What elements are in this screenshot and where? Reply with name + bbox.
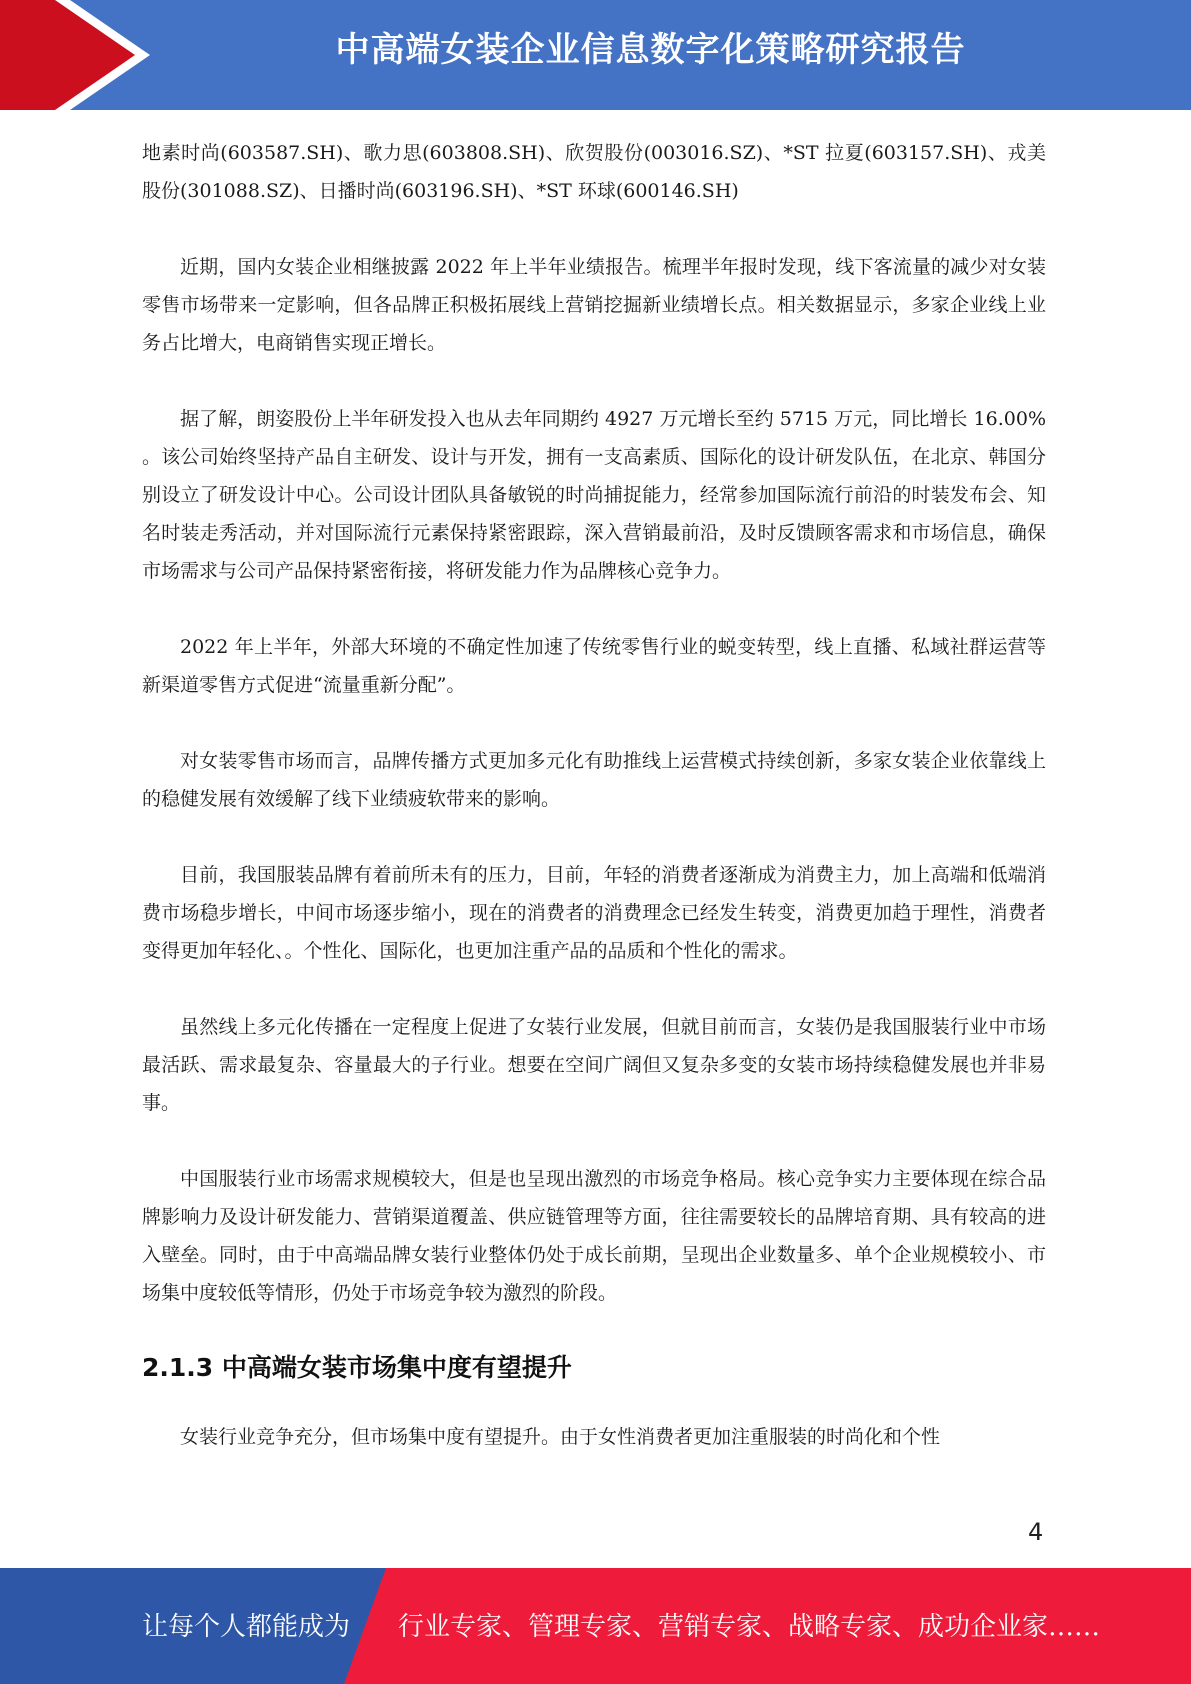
paragraph-half-year-report: 近期，国内女装企业相继披露 2022 年上半年业绩报告。梳理半年报时发现，线下客流量的减少对女装零售市场带来一定影响，但各品牌正积极拓展线上营销挖掘新业绩增长点。相关数据显示，多家企业线上业务占比增大，电商销售实现正增长。 (142, 256, 1046, 354)
paragraph-consumer-trends: 目前，我国服装品牌有着前所未有的压力，目前，年轻的消费者逐渐成为消费主力，加上高端和低端消费市场稳步增长，中间市场逐步缩小，现在的消费者的消费理念已经发生转变，消费更加趋于理性，消费者变得更加年轻化、。个性化、国际化，也更加注重产品的品质和个性化的需求。 (142, 864, 1046, 962)
paragraph-retail-transformation: 2022 年上半年，外部大环境的不确定性加速了传统零售行业的蜕变转型，线上直播、私域社群运营等新渠道零售方式促进“流量重新分配”。 (142, 636, 1046, 696)
paragraph-market-competition: 中国服装行业市场需求规模较大，但是也呈现出激烈的市场竞争格局。核心竞争实力主要体现在综合品牌影响力及设计研发能力、营销渠道覆盖、供应链管理等方面，往往需要较长的品牌培育期、具有较高的进入壁垒。同时，由于中高端品牌女装行业整体仍处于成长前期，呈现出企业数量多、单个企业规模较小、市场集中度较低等情形，仍处于市场竞争较为激烈的阶段。 (142, 1168, 1046, 1304)
paragraph-industry-development: 虽然线上多元化传播在一定程度上促进了女装行业发展，但就目前而言，女装仍是我国服装行业中市场最活跃、需求最复杂、容量最大的子行业。想要在空间广阔但又复杂多变的女装市场持续稳健发展也并非易事。 (142, 1016, 1046, 1114)
footer-slogan-left: 让每个人都能成为 (142, 1612, 351, 1642)
footer-slogan-right: 行业专家、管理专家、营销专家、战略专家、成功企业家…… (398, 1612, 1101, 1642)
page-number: 4 (1028, 1518, 1044, 1546)
paragraph-market-concentration: 女装行业竞争充分，但市场集中度有望提升。由于女性消费者更加注重服装的时尚化和个性 (180, 1426, 941, 1448)
page-header (0, 0, 1191, 110)
page-footer (0, 1568, 1191, 1684)
paragraph-company-list: 地素时尚(603587.SH)、歌力思(603808.SH)、欣贺股份(003016.SZ)、*ST 拉夏(603157.SH)、戎美股份(301088.SZ)、日播时尚(603196.SH)、*ST 环球(600146.SH) (142, 142, 1046, 202)
header-arrow-icon (0, 0, 135, 110)
document-title: 中高端女装企业信息数字化策略研究报告 (335, 30, 966, 70)
paragraph-rd-investment: 据了解，朗姿股份上半年研发投入也从去年同期约 4927 万元增长至约 5715 万元，同比增长 16.00% 。该公司始终坚持产品自主研发、设计与开发，拥有一支高素质、国际化的设计研发队伍，在北京、韩国分别设立了研发设计中心。公司设计团队具备敏锐的时尚捕捉能力，经常参加国际流行前沿的时装发布会、知名时装走秀活动，并对国际流行元素保持紧密跟踪，深入营销最前沿，及时反馈顾客需求和市场信息，确保市场需求与公司产品保持紧密衔接，将研发能力作为品牌核心竞争力。 (142, 408, 1046, 582)
section-heading: 2.1.3 中高端女装市场集中度有望提升 (142, 1353, 572, 1382)
document-body (142, 134, 1046, 1456)
paragraph-brand-communication: 对女装零售市场而言，品牌传播方式更加多元化有助推线上运营模式持续创新，多家女装企业依靠线上的稳健发展有效缓解了线下业绩疲软带来的影响。 (142, 750, 1046, 810)
